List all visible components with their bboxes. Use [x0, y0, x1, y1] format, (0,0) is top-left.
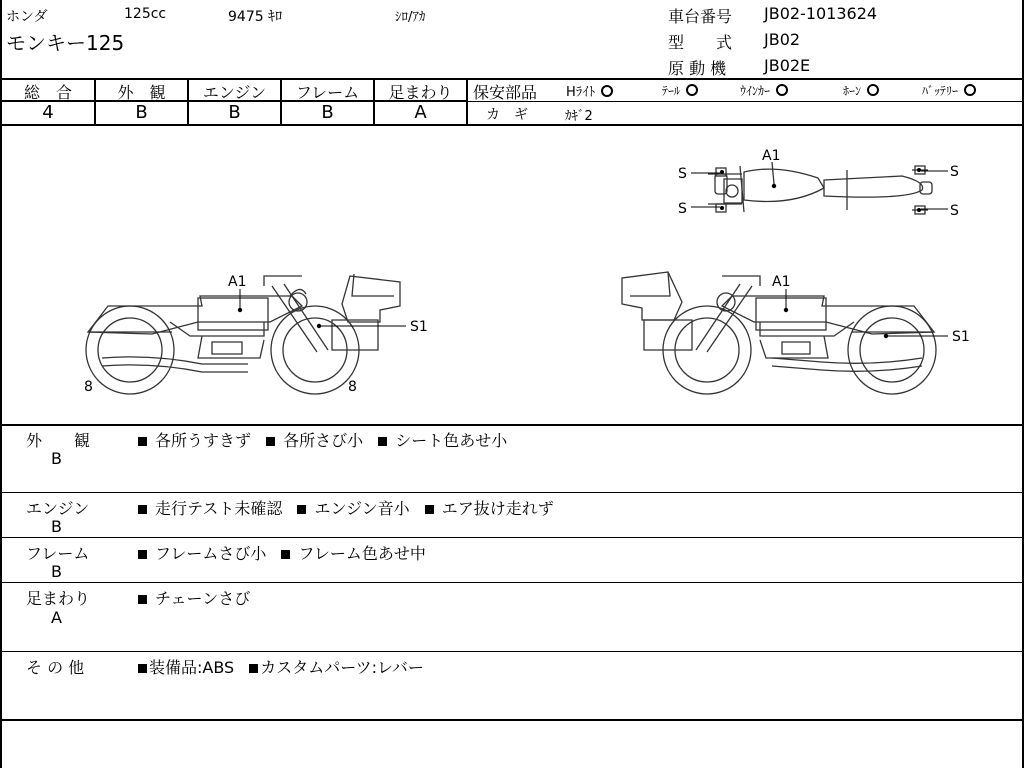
- mark-top-s-4: S: [950, 203, 959, 219]
- remarks-bottom-line: [0, 719, 1024, 721]
- safety-item-tail: ﾃｰﾙ: [662, 82, 698, 99]
- mark-top-a1: A1: [762, 148, 781, 164]
- key-value: ｶｷﾞ2: [565, 109, 593, 124]
- motorcycle-diagram: [2, 126, 1022, 424]
- type-value: JB02: [764, 30, 801, 49]
- mark-left-a1: A1: [228, 274, 247, 290]
- top-view-bike: [708, 162, 932, 214]
- model-name: モンキー125: [6, 31, 125, 55]
- remarks-line-3: [0, 582, 1024, 583]
- engine-value: JB02E: [764, 56, 811, 75]
- remarks-line-4: [0, 651, 1024, 652]
- mark-top-s-1: S: [678, 166, 687, 182]
- remark-notes-suspension: チェーンさび: [138, 586, 250, 609]
- grade-header-engine: エンジン: [202, 83, 267, 102]
- remark-title-frame: フレーム: [26, 544, 90, 563]
- remark-title-engine: エンジン: [26, 499, 90, 518]
- ok-circle-icon: [601, 85, 613, 97]
- grade-value-suspension: A: [414, 102, 427, 123]
- remark-grade-frame: B: [51, 562, 62, 581]
- maker-label: ホンダ: [6, 9, 48, 25]
- grade-value-exterior: B: [135, 102, 148, 123]
- grade-header-suspension: 足まわり: [388, 83, 453, 102]
- grade-div-5: [466, 78, 468, 126]
- mark-top-s-3: S: [950, 164, 959, 180]
- safety-label: 保安部品: [473, 83, 538, 102]
- remark-notes-frame: フレームさび小 フレーム色あせ中: [138, 541, 426, 564]
- engine-label: 原 動 機: [668, 59, 727, 78]
- ok-circle-icon: [964, 84, 976, 96]
- mark-top-s-2: S: [678, 201, 687, 217]
- grade-header-frame: フレーム: [295, 83, 360, 102]
- remark-notes-engine: 走行テスト未確認 エンジン音小 エア抜け走れず: [138, 496, 554, 519]
- ok-circle-icon: [686, 84, 698, 96]
- grade-value-engine: B: [228, 102, 241, 123]
- safety-item-winker: ｳｲﾝｶｰ: [740, 82, 788, 99]
- key-label: カ ギ: [486, 107, 528, 123]
- grade-header-exterior: 外 観: [117, 83, 166, 102]
- displacement-label: 125cc: [124, 6, 167, 22]
- remarks-line-1: [0, 492, 1024, 493]
- damage-point: [772, 184, 776, 188]
- remark-title-suspension: 足まわり: [26, 589, 91, 608]
- type-label: 型 式: [668, 33, 733, 52]
- mileage-label: 9475 ｷﾛ: [228, 9, 283, 25]
- mark-left-rear-tire: 8: [84, 379, 93, 395]
- safety-item-horn: ﾎｰﾝ: [843, 82, 879, 99]
- left-side-bike: [86, 274, 400, 394]
- ok-circle-icon: [867, 84, 879, 96]
- grade-value-total: 4: [42, 102, 54, 123]
- grade-header-total: 総 合: [23, 83, 72, 102]
- color-label: ｼﾛ/ｱｶ: [395, 10, 426, 25]
- remark-grade-suspension: A: [51, 608, 62, 627]
- remarks-top-line: [0, 424, 1024, 426]
- right-side-bike: [622, 272, 936, 394]
- mark-right-s1: S1: [952, 329, 970, 345]
- frame-no-value: JB02-1013624: [764, 4, 878, 23]
- remark-notes-other: 装備品:ABS カスタムパーツ:レバー: [138, 655, 424, 678]
- remark-title-other: そ の 他: [26, 658, 85, 677]
- ok-circle-icon: [776, 84, 788, 96]
- frame-no-label: 車台番号: [668, 7, 733, 26]
- safety-item-battery: ﾊﾞｯﾃﾘｰ: [922, 82, 976, 99]
- remark-notes-exterior: 各所うすきず 各所さび小 シート色あせ小: [138, 428, 507, 451]
- grade-value-frame: B: [321, 102, 334, 123]
- mark-left-s1: S1: [410, 319, 428, 335]
- remark-grade-engine: B: [51, 517, 62, 536]
- remarks-line-2: [0, 537, 1024, 538]
- mark-right-a1: A1: [772, 274, 791, 290]
- safety-mid-line: [468, 101, 1024, 102]
- remark-title-exterior: 外 観: [26, 431, 91, 450]
- safety-item-headlight: Hﾗｲﾄ: [566, 81, 613, 100]
- remark-grade-exterior: B: [51, 449, 62, 468]
- mark-left-front-tire: 8: [348, 379, 357, 395]
